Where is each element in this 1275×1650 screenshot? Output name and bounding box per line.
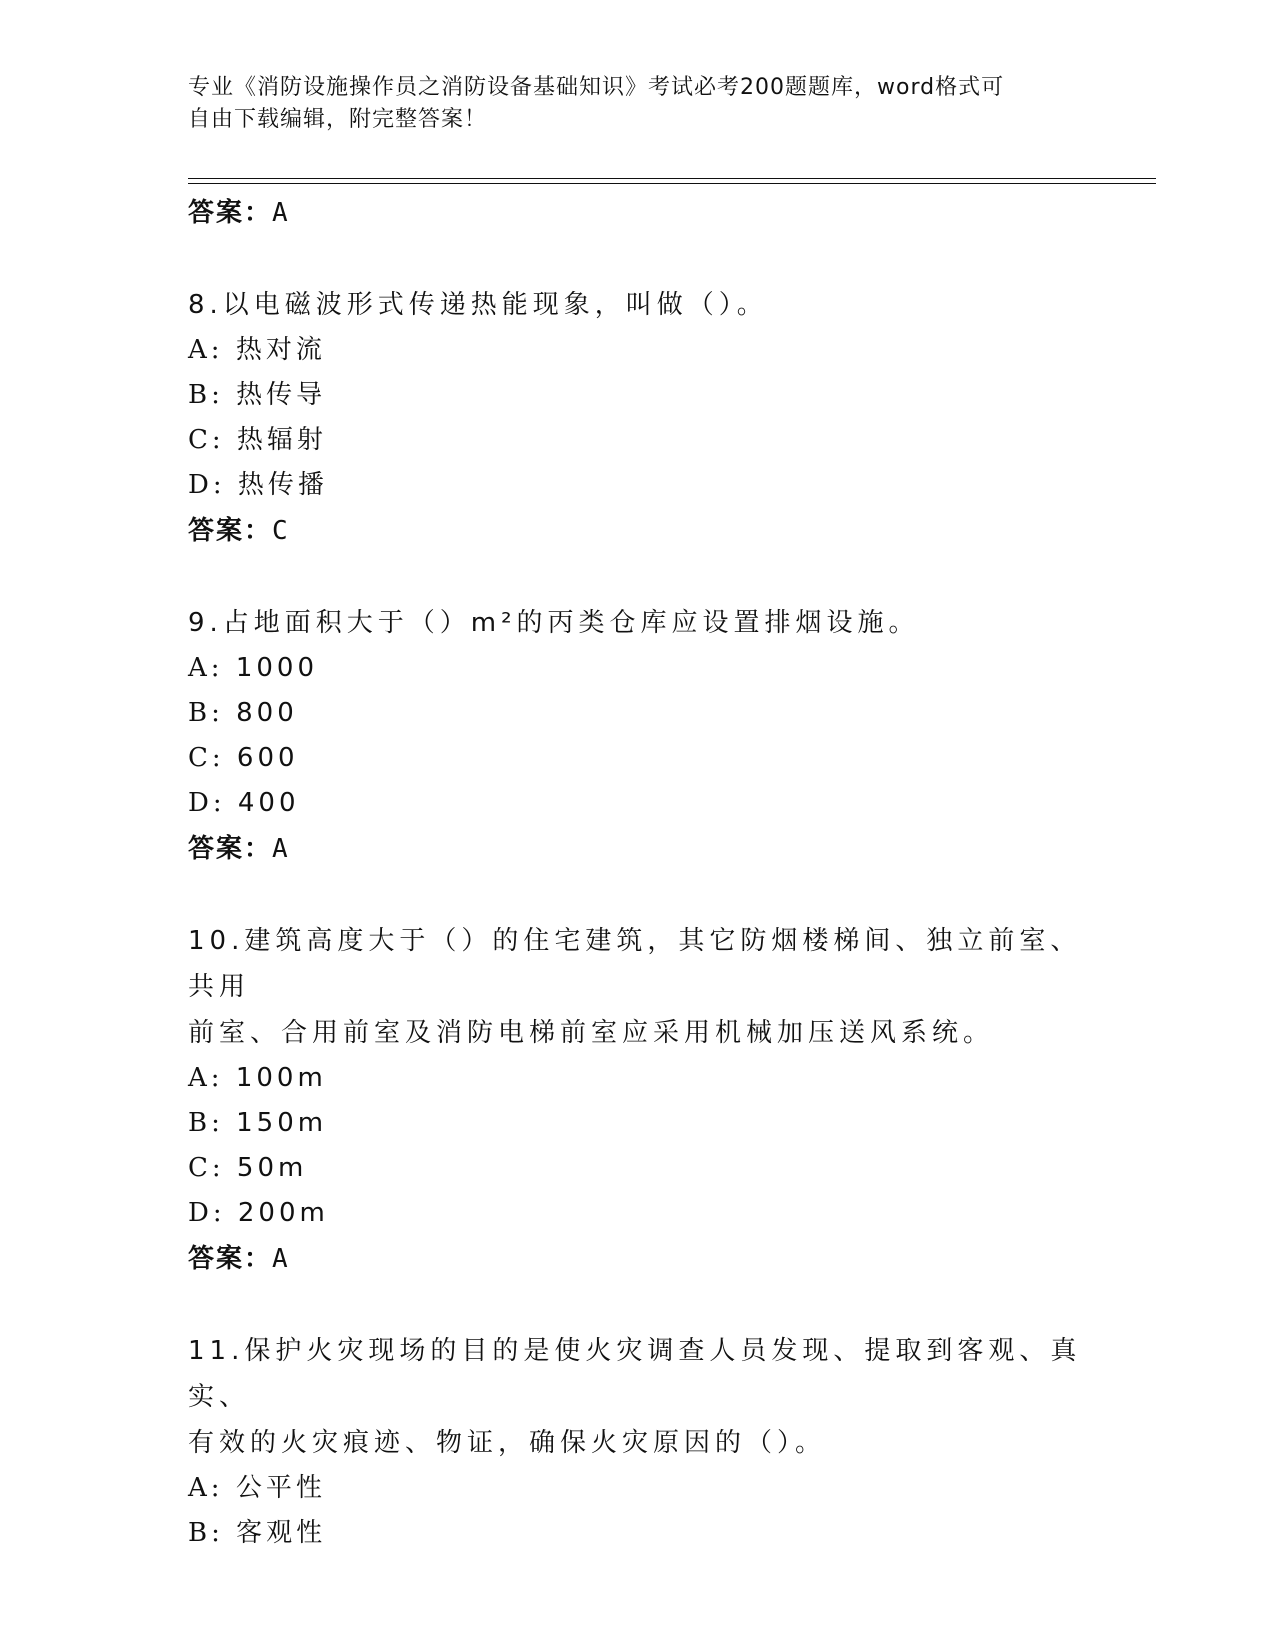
option-b xyxy=(188,691,1128,736)
option-text: 1000 xyxy=(235,653,318,683)
option-letter: D: xyxy=(188,788,226,818)
option-text: 800 xyxy=(236,698,298,728)
header-divider-bottom xyxy=(188,183,1156,184)
option-letter: D: xyxy=(188,1198,226,1228)
header-line-1: 专业《消防设施操作员之消防设备基础知识》考试必考200题题库，word格式可 xyxy=(188,75,1005,100)
stem-line: 10.建筑高度大于（）的住宅建筑，其它防烟楼梯间、独立前室、共用 xyxy=(188,926,1082,1002)
option-text: 热传导 xyxy=(236,380,327,410)
answer-label: 答案： xyxy=(188,516,273,546)
spacer xyxy=(188,872,1128,918)
answer-label: 答案： xyxy=(188,1244,273,1274)
document-header xyxy=(188,72,1088,136)
header-divider-top xyxy=(188,178,1156,179)
option-letter: C: xyxy=(188,425,225,455)
question-block xyxy=(188,600,1128,872)
option-b xyxy=(188,1101,1128,1146)
option-letter: A: xyxy=(188,653,224,683)
option-letter: A: xyxy=(188,335,224,365)
option-text: 客观性 xyxy=(236,1518,327,1548)
question-list xyxy=(188,190,1128,1556)
question-block xyxy=(188,918,1128,1282)
option-text: 100m xyxy=(235,1063,327,1093)
option-c xyxy=(188,1146,1128,1191)
spacer xyxy=(188,554,1128,600)
answer-value: C xyxy=(272,516,290,546)
option-letter: A: xyxy=(188,1063,224,1093)
stem-line: 有效的火灾痕迹、物证，确保火灾原因的（）。 xyxy=(188,1428,827,1458)
option-b xyxy=(188,373,1128,418)
option-a xyxy=(188,646,1128,691)
option-a xyxy=(188,1466,1128,1511)
answer-value: A xyxy=(272,834,290,864)
answer-line xyxy=(188,1236,1128,1282)
option-text: 热传播 xyxy=(237,470,328,500)
option-b xyxy=(188,1511,1128,1556)
answer-label: 答案： xyxy=(188,198,273,228)
option-c xyxy=(188,418,1128,463)
question-stem xyxy=(188,918,1088,1056)
header-line-2: 自由下载编辑，附完整答案！ xyxy=(188,107,488,132)
option-a xyxy=(188,328,1128,373)
option-text: 400 xyxy=(237,788,300,818)
option-d xyxy=(188,781,1128,826)
option-text: 600 xyxy=(236,743,299,773)
answer-line xyxy=(188,190,1128,236)
option-text: 热对流 xyxy=(235,335,326,365)
option-letter: B: xyxy=(188,1518,224,1548)
option-letter: B: xyxy=(188,380,224,410)
option-d xyxy=(188,1191,1128,1236)
answer-label: 答案： xyxy=(188,834,273,864)
answer-value: A xyxy=(272,198,290,228)
option-letter: B: xyxy=(188,1108,224,1138)
stem-line: 前室、合用前室及消防电梯前室应采用机械加压送风系统。 xyxy=(188,1018,995,1048)
stem-line: 11.保护火灾现场的目的是使火灾调查人员发现、提取到客观、真实、 xyxy=(188,1336,1082,1412)
question-stem: 8.以电磁波形式传递热能现象，叫做（）。 xyxy=(188,290,768,320)
option-letter: B: xyxy=(188,698,224,728)
answer-line xyxy=(188,508,1128,554)
answer-value: A xyxy=(272,1244,290,1274)
option-text: 热辐射 xyxy=(236,425,327,455)
option-text: 150m xyxy=(236,1108,328,1138)
option-a xyxy=(188,1056,1128,1101)
question-block xyxy=(188,1328,1128,1556)
option-letter: C: xyxy=(188,1153,225,1183)
question-block xyxy=(188,282,1128,554)
question-stem xyxy=(188,1328,1088,1466)
option-text: 200m xyxy=(237,1198,329,1228)
answer-line xyxy=(188,826,1128,872)
spacer xyxy=(188,236,1128,282)
option-letter: C: xyxy=(188,743,225,773)
spacer xyxy=(188,1282,1128,1328)
option-letter: D: xyxy=(188,470,226,500)
option-letter: A: xyxy=(188,1473,224,1503)
option-c xyxy=(188,736,1128,781)
option-d xyxy=(188,463,1128,508)
option-text: 公平性 xyxy=(235,1473,326,1503)
option-text: 50m xyxy=(236,1153,308,1183)
question-stem: 9.占地面积大于（）m²的丙类仓库应设置排烟设施。 xyxy=(188,608,920,638)
